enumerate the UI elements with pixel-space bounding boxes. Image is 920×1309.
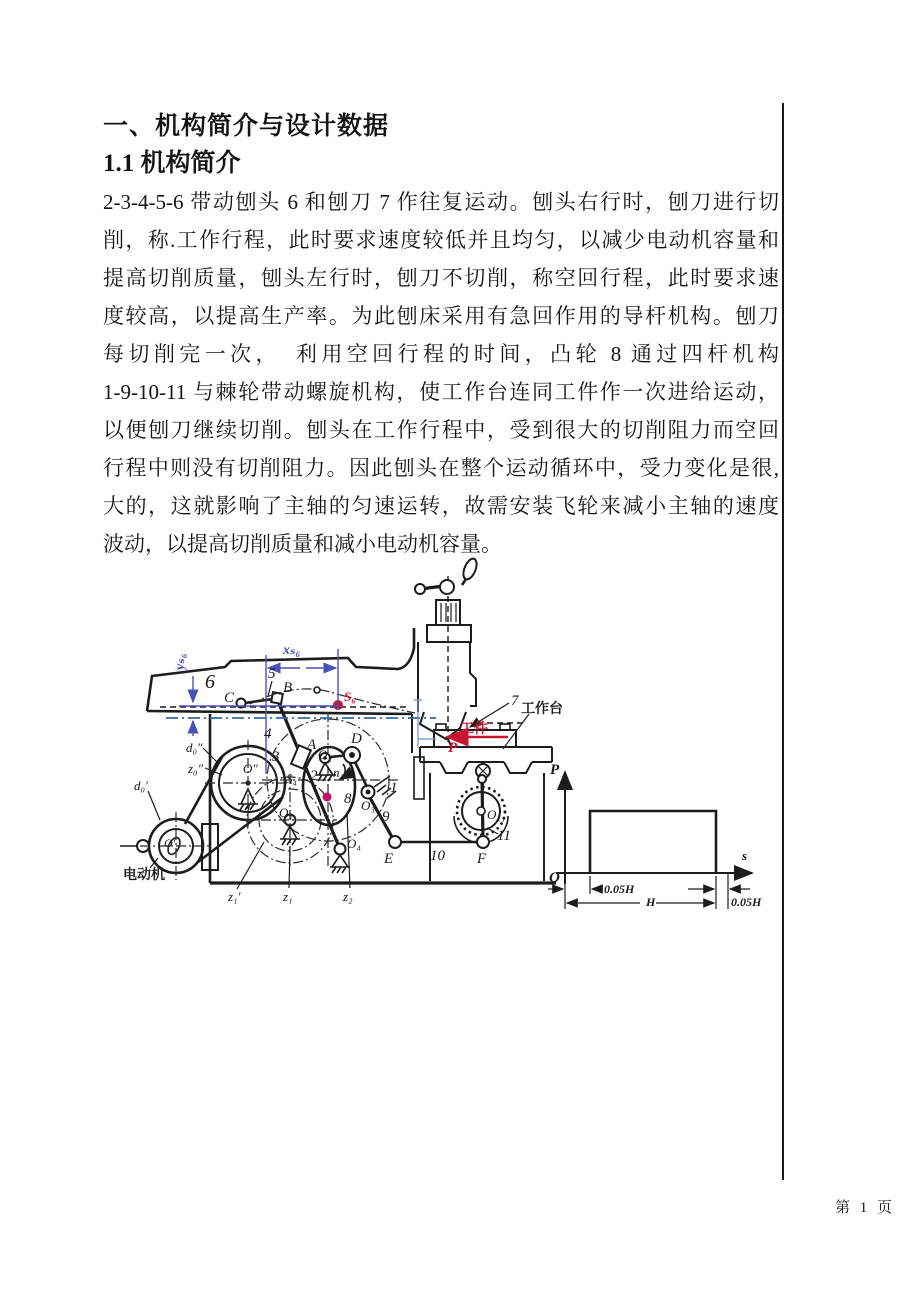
figure-label: D [351, 731, 362, 747]
page-number: 第 1 页 [835, 1200, 896, 1216]
figure-label: P [550, 762, 560, 778]
figure-label: O₁₁ [487, 807, 506, 822]
figure-label: E [384, 851, 394, 867]
figure-label: 10 [430, 848, 445, 864]
paragraph-line: 1-9-10-11 与棘轮带动螺旋机构，使工作台连同工件作一次进给运动， [103, 380, 779, 404]
figure-label: s [742, 848, 748, 863]
figure-label: 1 [390, 780, 398, 796]
paragraph-line: 波动，以提高切削质量和减小电动机容量。 [103, 532, 502, 556]
figure-label: z₀″ [188, 761, 203, 776]
figure-label: C [224, 690, 235, 706]
figure-label: 0.05H [604, 882, 635, 896]
tool-head [415, 557, 509, 748]
figure-label: O₃ [361, 798, 375, 813]
figure-label: 11 [497, 828, 511, 844]
figure-label: S₄ [286, 771, 298, 786]
figure-label: 工作台 [521, 702, 563, 717]
paragraph-line: 度较高，以提高生产率。为此刨床采用有急回作用的导杆机构。刨刀 [103, 304, 779, 328]
figure-label: yₛ₆ [173, 653, 188, 670]
figure-label: 工件 [460, 722, 488, 737]
figure-label: O′ [164, 836, 176, 850]
figure-label: O₁ [279, 805, 293, 820]
figure-label: S₆ [344, 689, 356, 704]
figure-label: 电动机 [123, 868, 165, 883]
figure-label: z₁′ [228, 889, 241, 904]
figure-label: 6 [205, 671, 215, 693]
figure-label: 4 [264, 726, 272, 742]
paragraph-line: 每切削完一次， 利用空回行程的时间，凸轮 8 通过四杆机构 [103, 342, 779, 366]
figure-label: n₂ [333, 765, 345, 780]
figure-label: z₂ [343, 889, 353, 904]
paragraph-line: 大的，这就影响了主轴的匀速运转，故需安装飞轮来减小主轴的速度 [103, 494, 779, 518]
figure-label: xₛ₆ [283, 643, 301, 658]
figure-label: d₀′ [134, 778, 148, 793]
figure-label: B [283, 680, 293, 696]
figure-label: 7 [511, 693, 519, 709]
figure-label: O₂ [318, 747, 332, 762]
figure-label: z₁ [283, 889, 293, 904]
figure-label: O₄ [347, 836, 361, 851]
figure-label: A [307, 737, 317, 753]
ps-chart [548, 772, 752, 909]
paragraph-line: 削，称.工作行程，此时要求速度较低并且均匀，以减少电动机容量和 [103, 228, 779, 252]
section-title: 一、机构简介与设计数据 [103, 113, 390, 140]
figure-label: 0.05H [731, 895, 762, 909]
figure-label: 8 [344, 791, 352, 807]
paragraph-line: 行程中则没有切削阻力。因此刨头在整个运动循环中，受力变化是很, [103, 456, 779, 480]
figure-label: 9 [382, 809, 390, 825]
figure-label: d₀″ [186, 740, 203, 755]
paragraph-line: 提高切削质量，刨头左行时，刨刀不切削，称空回行程，此时要求速 [103, 266, 779, 290]
paragraph-line: 2-3-4-5-6 带动刨头 6 和刨刀 7 作往复运动。刨头右行时，刨刀进行切 [103, 190, 779, 214]
figure-label: 5 [268, 666, 276, 682]
machine-column [210, 714, 556, 883]
paragraph-line: 以便刨刀继续切削。刨头在工作行程中，受到很大的切削阻力而空回 [103, 418, 779, 442]
figure-label: F [477, 851, 487, 867]
figure-label: H [646, 895, 656, 909]
figure-label: P [448, 740, 458, 756]
subsection-title: 1.1 机构简介 [103, 150, 241, 177]
figure-label: 2 [310, 768, 318, 784]
figure-label: 3 [272, 749, 280, 765]
figure-label: O″ [243, 761, 258, 776]
figure-label: O [549, 870, 560, 886]
